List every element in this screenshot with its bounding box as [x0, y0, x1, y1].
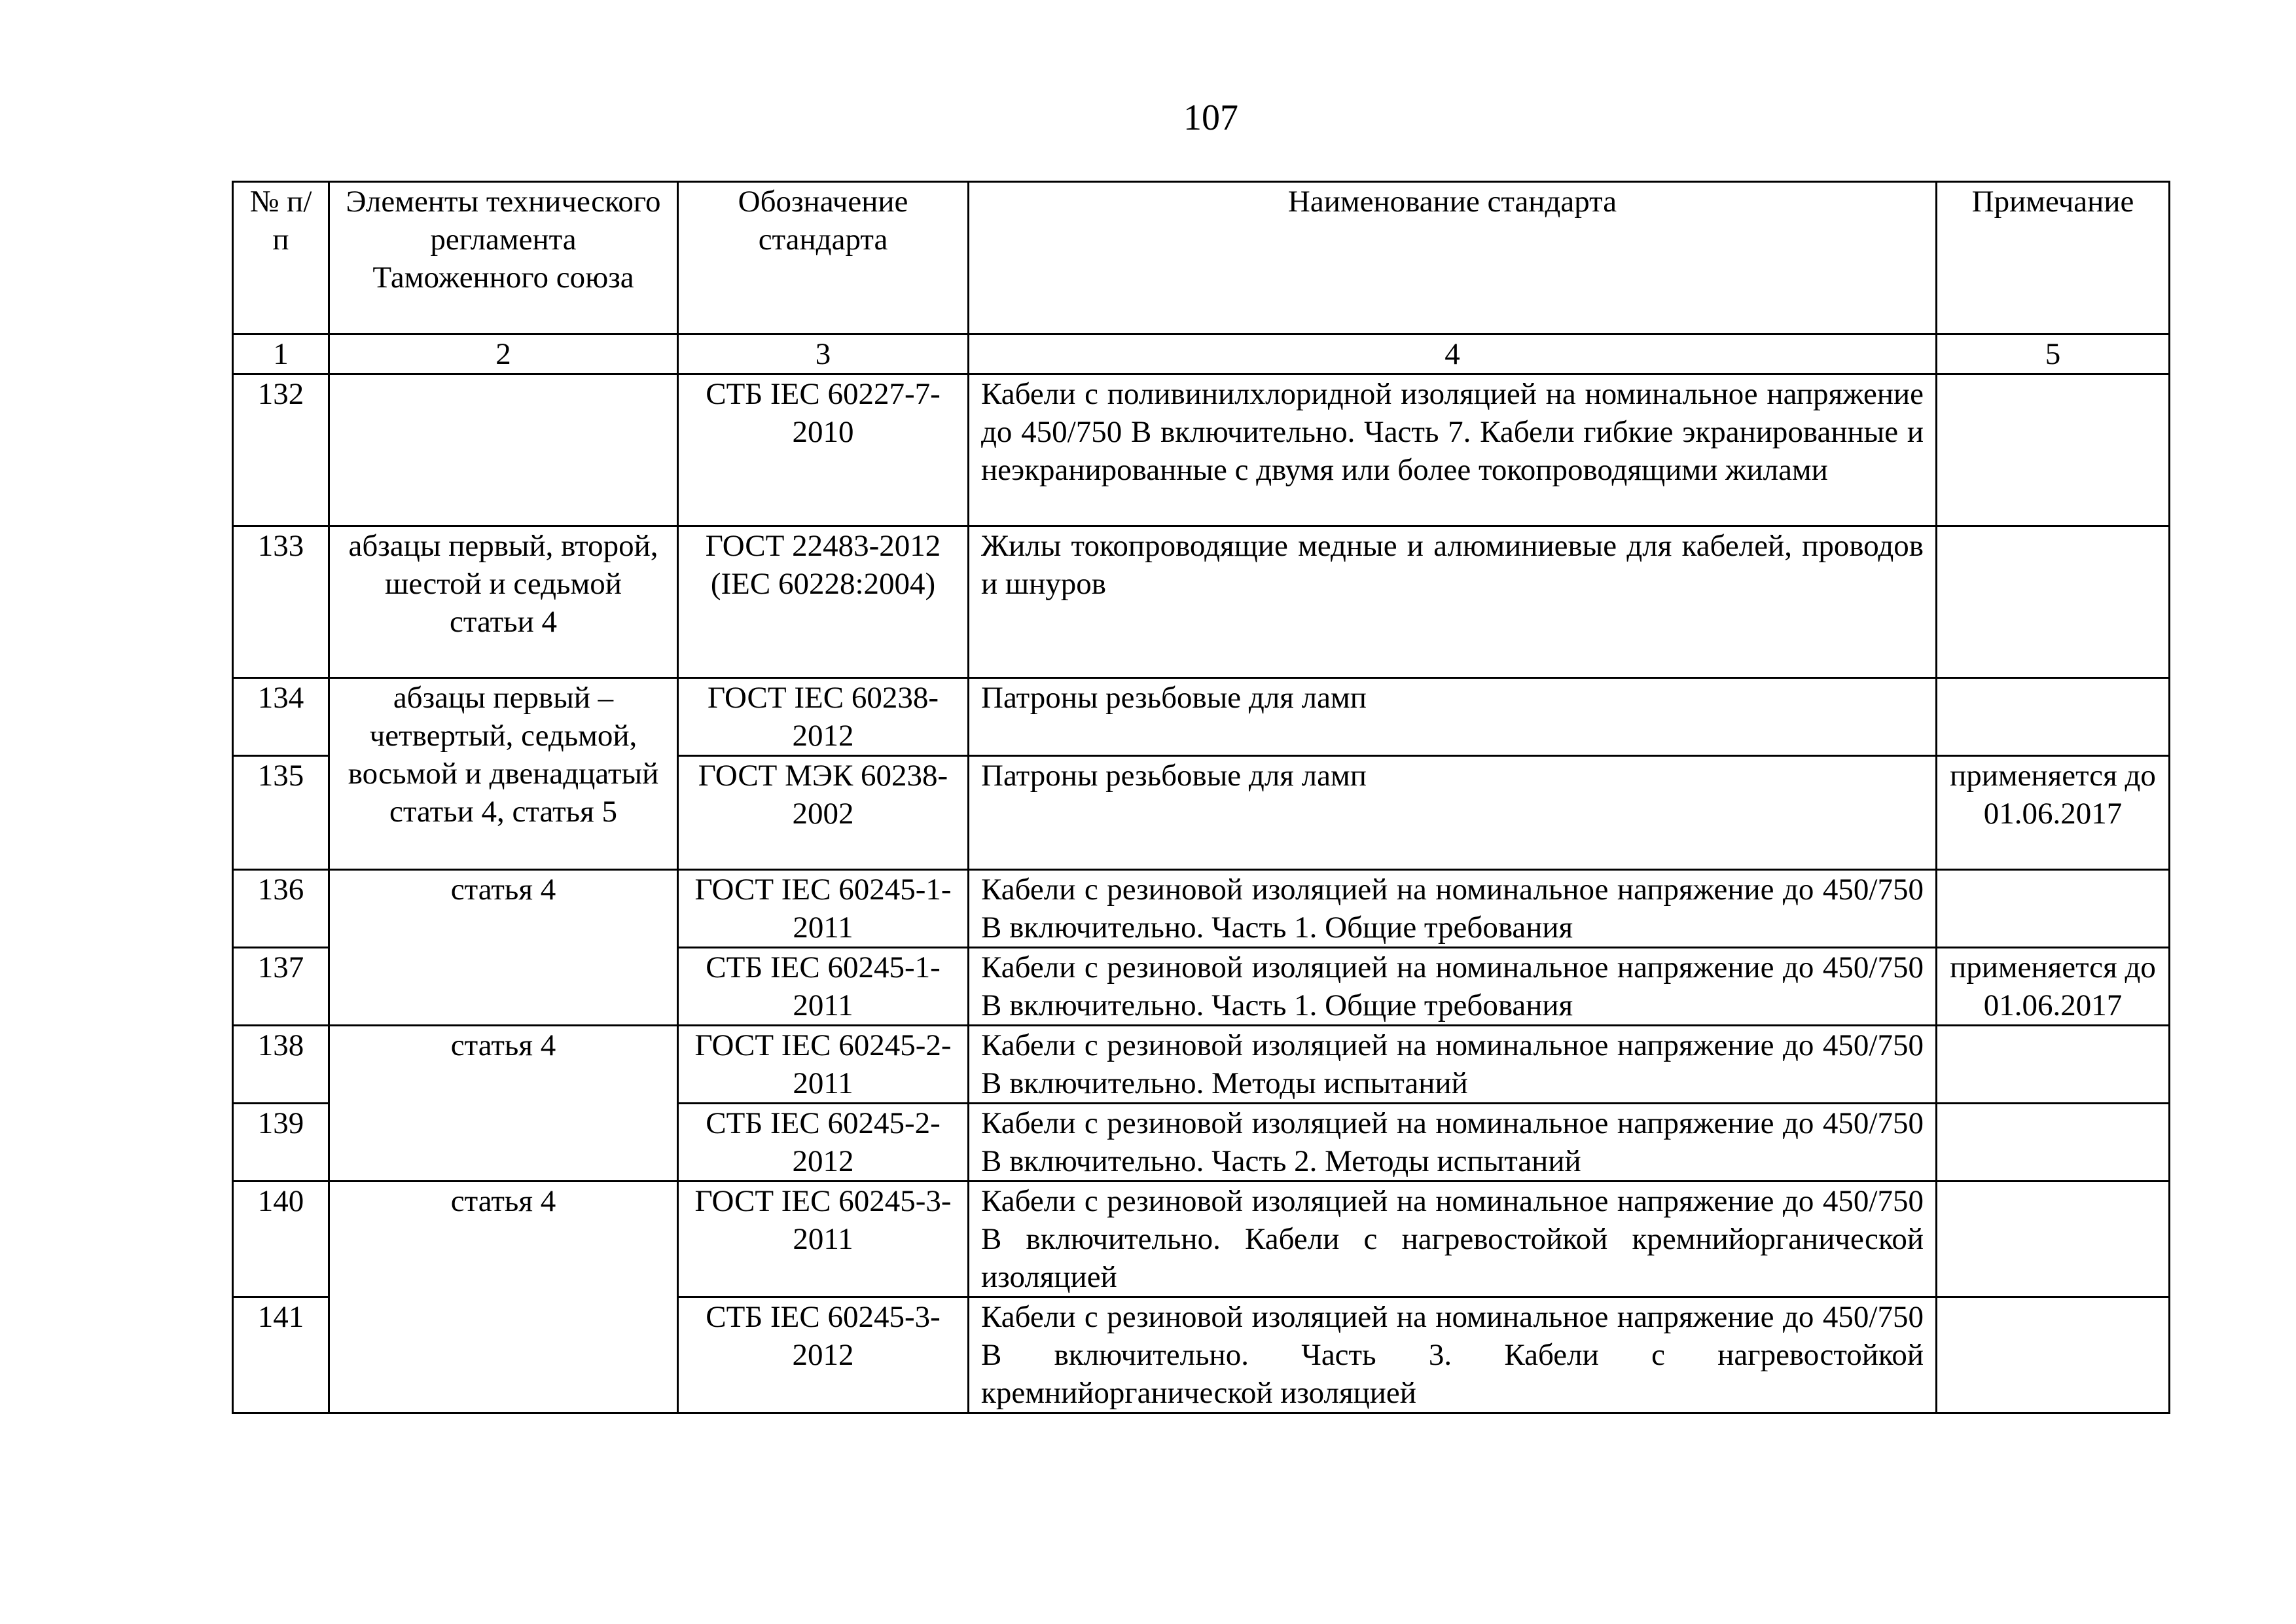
row-designation: ГОСТ IEC 60238-2012: [678, 678, 969, 756]
row-element: [329, 374, 678, 526]
column-index: 4: [969, 334, 1937, 374]
row-designation: ГОСТ IEC 60245-3-2011: [678, 1182, 969, 1297]
header-standard-name: Наименование стандарта: [969, 182, 1937, 334]
row-number: 135: [233, 756, 329, 870]
row-note: [1937, 1104, 2170, 1182]
row-element: абзацы первый, второй, шестой и седьмой статьи 4: [329, 526, 678, 678]
column-index: 5: [1937, 334, 2170, 374]
row-note: [1937, 1297, 2170, 1413]
standards-table: [232, 181, 2170, 1414]
row-standard-name: Патроны резьбовые для ламп: [969, 678, 1937, 756]
row-number: 133: [233, 526, 329, 678]
table-header-row: [233, 182, 2170, 334]
row-note: [1937, 678, 2170, 756]
row-number: 132: [233, 374, 329, 526]
row-number: 137: [233, 948, 329, 1026]
row-number: 134: [233, 678, 329, 756]
row-note: применяется до 01.06.2017: [1937, 948, 2170, 1026]
row-note: [1937, 374, 2170, 526]
row-number: 140: [233, 1182, 329, 1297]
row-designation: СТБ IEC 60245-3-2012: [678, 1297, 969, 1413]
row-element: статья 4: [329, 1182, 678, 1413]
row-standard-name: Кабели с резиновой изоляцией на номинальное напряжение до 450/750 В включительно. Методы испытаний: [969, 1026, 1937, 1104]
row-note: [1937, 1182, 2170, 1297]
row-standard-name: Кабели с поливинилхлоридной изоляцией на номинальное напряжение до 450/750 В включительно. Часть 7. Кабели гибкие экранированные и неэкранированные с двумя или более токопроводящими жилами: [969, 374, 1937, 526]
column-index: 2: [329, 334, 678, 374]
row-standard-name: Кабели с резиновой изоляцией на номинальное напряжение до 450/750 В включительно. Кабели с нагревостойкой кремнийорганической изоляцией: [969, 1182, 1937, 1297]
table-row: [233, 1026, 2170, 1104]
row-designation: СТБ IEC 60245-2-2012: [678, 1104, 969, 1182]
row-designation: ГОСТ IEC 60245-1-2011: [678, 870, 969, 948]
column-index: 1: [233, 334, 329, 374]
row-designation: СТБ IEC 60245-1-2011: [678, 948, 969, 1026]
row-note: [1937, 870, 2170, 948]
row-number: 141: [233, 1297, 329, 1413]
page-number: 107: [1183, 98, 1238, 138]
row-standard-name: Жилы токопроводящие медные и алюминиевые для кабелей, проводов и шнуров: [969, 526, 1937, 678]
table-row: [233, 678, 2170, 756]
row-element: статья 4: [329, 870, 678, 1026]
table-row: [233, 526, 2170, 678]
row-designation: ГОСТ IEC 60245-2-2011: [678, 1026, 969, 1104]
row-number: 136: [233, 870, 329, 948]
column-index-row: [233, 334, 2170, 374]
row-designation: СТБ IEC 60227-7-2010: [678, 374, 969, 526]
header-number: № п/п: [233, 182, 329, 334]
row-element: абзацы первый – четвертый, седьмой, восьмой и двенадцатый статьи 4, статья 5: [329, 678, 678, 870]
row-standard-name: Кабели с резиновой изоляцией на номинальное напряжение до 450/750 В включительно. Часть 1. Общие требования: [969, 948, 1937, 1026]
header-elements: Элементы технического регламента Таможенного союза: [329, 182, 678, 334]
row-standard-name: Кабели с резиновой изоляцией на номинальное напряжение до 450/750 В включительно. Часть 3. Кабели с нагревостойкой кремнийорганической изоляцией: [969, 1297, 1937, 1413]
header-note: Примечание: [1937, 182, 2170, 334]
table-row: [233, 1182, 2170, 1297]
header-designation: Обозначение стандарта: [678, 182, 969, 334]
row-note: [1937, 526, 2170, 678]
row-standard-name: Патроны резьбовые для ламп: [969, 756, 1937, 870]
row-designation: ГОСТ 22483-2012 (IEC 60228:2004): [678, 526, 969, 678]
table-row: [233, 870, 2170, 948]
row-standard-name: Кабели с резиновой изоляцией на номинальное напряжение до 450/750 В включительно. Часть 2. Методы испытаний: [969, 1104, 1937, 1182]
row-note: [1937, 1026, 2170, 1104]
row-designation: ГОСТ МЭК 60238-2002: [678, 756, 969, 870]
row-note: применяется до 01.06.2017: [1937, 756, 2170, 870]
row-number: 138: [233, 1026, 329, 1104]
row-number: 139: [233, 1104, 329, 1182]
row-element: статья 4: [329, 1026, 678, 1182]
table-row: [233, 374, 2170, 526]
row-standard-name: Кабели с резиновой изоляцией на номинальное напряжение до 450/750 В включительно. Часть 1. Общие требования: [969, 870, 1937, 948]
column-index: 3: [678, 334, 969, 374]
